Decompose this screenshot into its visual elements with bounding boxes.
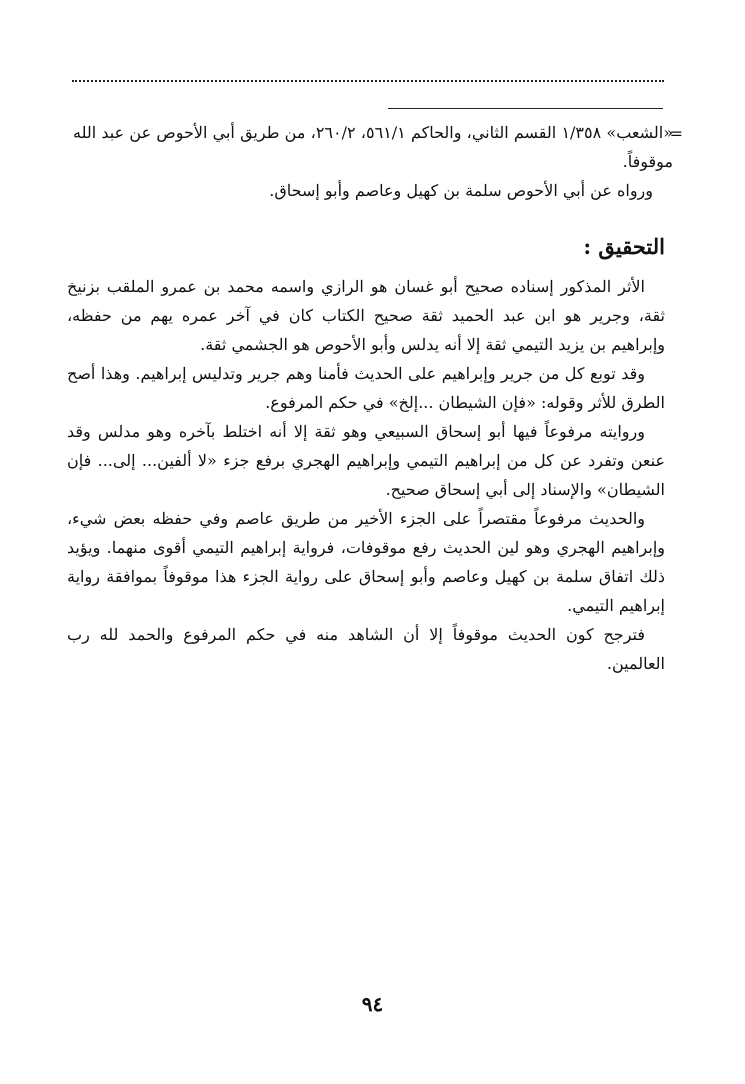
- main-text: [67, 272, 665, 678]
- footnote-line: «الشعب» ١/٣٥٨ القسم الثاني، والحاكم ٥٦١/١، ٢٦٠/٢، من طريق أبي الأحوص عن عبد الله موقوفاً.: [73, 123, 674, 171]
- top-dotted-rule: [72, 80, 664, 82]
- page-number: ٩٤: [361, 992, 384, 1016]
- footnote-separator-rule: [388, 108, 663, 109]
- footnote-line: ورواه عن أبي الأحوص سلمة بن كهيل وعاصم وأبو إسحاق.: [269, 181, 653, 200]
- paragraph: والحديث مرفوعاً مقتصراً على الجزء الأخير من طريق عاصم وفي حفظه بعض شيء، وإبراهيم الهجري وهو لين الحديث رفع موقوفات، فرواية إبراهيم التيمي أقوى منهما. ويؤيد ذلك اتفاق سلمة بن كهيل وعاصم وأبو إسحاق على رواية الجزء هذا موقوفاً بموافقة رواية إبراهيم التيمي.: [67, 509, 665, 615]
- footnote-block: [73, 118, 673, 205]
- footnote-continuation-marker: =: [669, 124, 683, 143]
- paragraph: فترجح كون الحديث موقوفاً إلا أن الشاهد منه في حكم المرفوع والحمد لله رب العالمين.: [67, 625, 665, 673]
- paragraph: وروايته مرفوعاً فيها أبو إسحاق السبيعي وهو ثقة إلا أنه اختلط بآخره وهو مدلس وقد عنعن وتفرد عن كل من إبراهيم التيمي وإبراهيم الهجري برفع جزء «لا ألفين... إلى... فإن الشيطان» والإسناد إلى أبي إسحاق صحيح.: [67, 422, 665, 499]
- section-heading: التحقيق :: [583, 234, 665, 259]
- paragraph: الأثر المذكور إسناده صحيح أبو غسان هو الرازي واسمه محمد بن عمرو الملقب بزنيخ ثقة، وجرير هو ابن عبد الحميد ثقة صحيح الكتاب كان في آخر عمره يهم من حفظه، وإبراهيم بن يزيد التيمي ثقة إلا أنه يدلس وأبو الأحوص هو الجشمي ثقة.: [67, 277, 665, 354]
- paragraph: وقد توبع كل من جرير وإبراهيم على الحديث فأمنا وهم جرير وتدليس إبراهيم. وهذا أصح الطرق للأثر وقوله: «فإن الشيطان ...إلخ» في حكم المرفوع.: [67, 364, 665, 412]
